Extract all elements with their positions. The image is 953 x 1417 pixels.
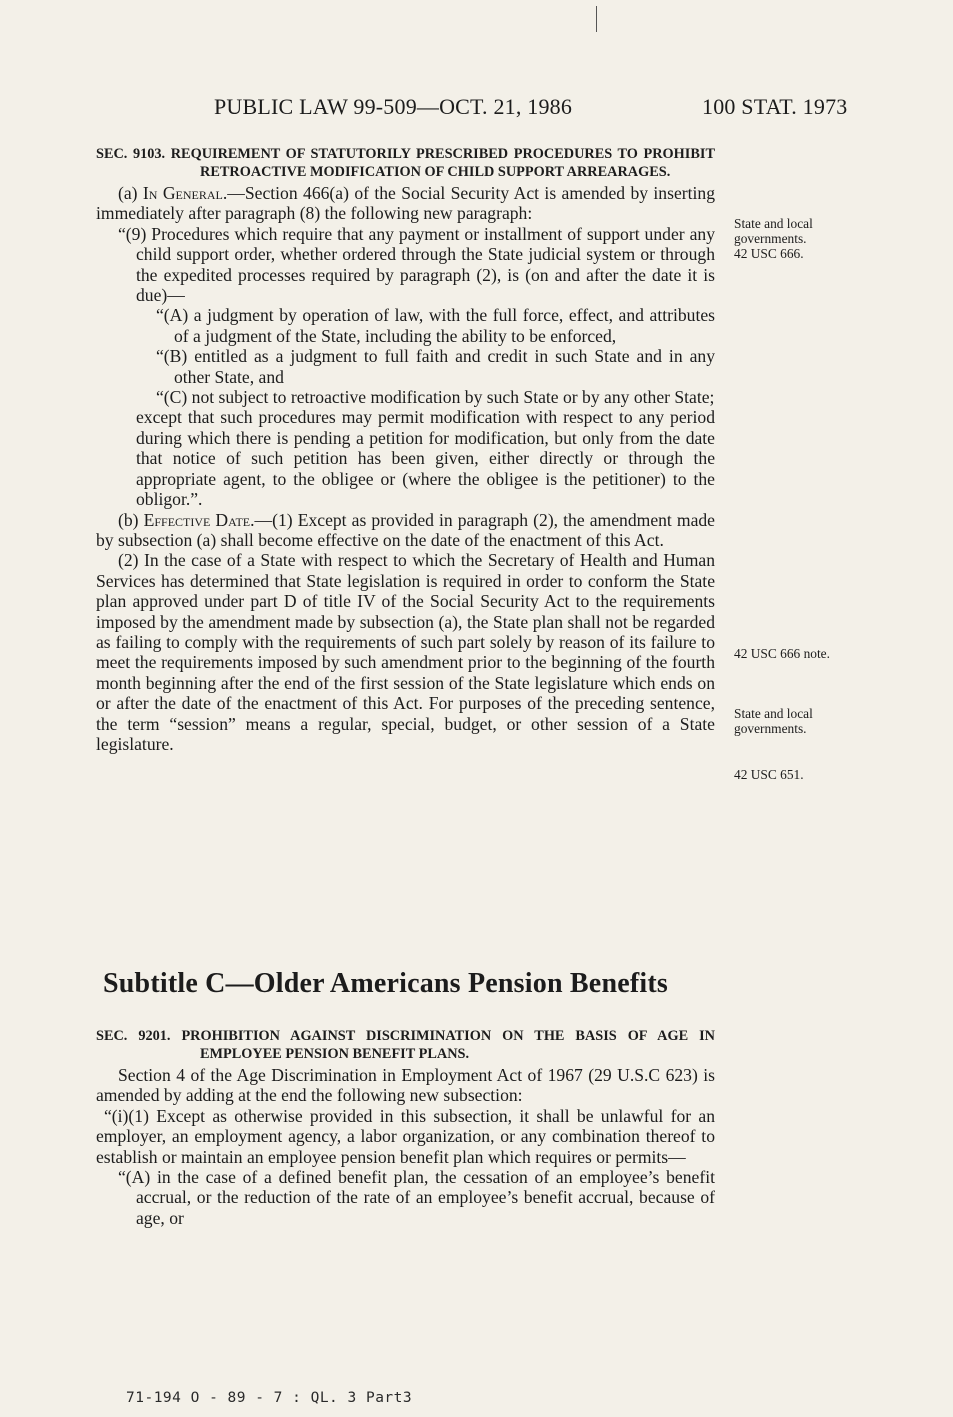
section-9103-heading: SEC. 9103. REQUIREMENT OF STATUTORILY PRESCRIBED PROCEDURES TO PROHIBIT RETROACTIVE MODIFICATION OF CHILD SUPPORT ARREARAGES. bbox=[96, 146, 715, 180]
quoted-subparagraph-a: “(A) a judgment by operation of law, with the full force, effect, and attributes of a judgment of the State, including the ability to be enforced, bbox=[156, 305, 715, 346]
quoted-subparagraph-b: “(B) entitled as a judgment to full faith and credit in such State and in any other State, and bbox=[156, 346, 715, 387]
subsection-b: (b) Effective Date.—(1) Except as provided in paragraph (2), the amendment made by subsection (a) shall become effective on the date of the enactment of this Act. bbox=[96, 509, 715, 550]
quoted-except-clause: except that such procedures may permit modification with respect to any period during which there is pending a petition for modification, but only from the date that notice of such petition has been given, either directly or through the appropriate agent, to the obligee or (where the obligee is the petitioner) to the obligor.”. bbox=[136, 407, 715, 510]
quoted-subsection-i1: “(i)(1) Except as otherwise provided in this subsection, it shall be unlawful for an employer, an employment agency, a labor organization, or any combination thereof to establish or maintain an employee pension benefit plan which requires or permits— bbox=[96, 1105, 715, 1167]
subsection-a: (a) In General.—Section 466(a) of the Social Security Act is amended by inserting immediately after paragraph (8) the following new paragraph: bbox=[96, 183, 715, 224]
section-9103 bbox=[96, 146, 715, 754]
quoted-paragraph-9: “(9) Procedures which require that any payment or installment of support under any child support order, whether ordered through the State judicial system or through the expedited processes required by paragraph (2), is (on and after the date it is due)— bbox=[118, 223, 715, 306]
margin-note-state-local-1: State and local governments. 42 USC 666. bbox=[734, 216, 813, 261]
quoted-subparagraph-a-9201: “(A) in the case of a defined benefit plan, the cessation of an employee’s benefit accrual, or the reduction of the rate of an employee’s benefit accrual, because of age, or bbox=[118, 1167, 715, 1228]
section-9201-heading: SEC. 9201. PROHIBITION AGAINST DISCRIMINATION ON THE BASIS OF AGE IN EMPLOYEE PENSION BENEFIT PLANS. bbox=[96, 1028, 715, 1062]
page-header-title: PUBLIC LAW 99-509—OCT. 21, 1986 bbox=[214, 94, 573, 119]
section-9201-intro: Section 4 of the Age Discrimination in Employment Act of 1967 (29 U.S.C 623) is amended by adding at the end the following new subsection: bbox=[96, 1065, 715, 1106]
subtitle-heading: Subtitle C—Older Americans Pension Benefits bbox=[103, 968, 668, 999]
subsection-a-caption: In General. bbox=[142, 183, 228, 203]
margin-note-state-local-2: State and local governments. bbox=[734, 706, 813, 736]
scan-artifact bbox=[596, 6, 597, 32]
section-9201-body bbox=[96, 1065, 715, 1228]
page-footer-code: 71-194 O - 89 - 7 : QL. 3 Part3 bbox=[126, 1390, 413, 1406]
quoted-subparagraph-c: “(C) not subject to retroactive modification by such State or by any other State; bbox=[156, 387, 715, 408]
margin-note-42usc666-note: 42 USC 666 note. bbox=[734, 646, 830, 661]
section-9103-body bbox=[96, 183, 715, 754]
subsection-b-caption: Effective Date. bbox=[143, 509, 255, 530]
subsection-b-2: (2) In the case of a State with respect to which the Secretary of Health and Human Services has determined that State legislation is required in order to conform the State plan approved under part D of title IV of the Social Security Act to the requirements imposed by the amendment made by subsection (a), the State plan shall not be regarded as failing to comply with the requirements of such part solely by reason of its failure to meet the requirements imposed by such amendment prior to the beginning of the fourth month beginning after the end of the first session of the State legislature which ends on or after the date of the enactment of this Act. For purposes of the preceding sentence, the term “session” means a regular, special, budget, or other session of a State legislature. bbox=[96, 550, 715, 754]
page-header-stat: 100 STAT. 1973 bbox=[702, 94, 848, 119]
margin-note-42usc651: 42 USC 651. bbox=[734, 767, 804, 782]
section-9201 bbox=[96, 1028, 715, 1228]
